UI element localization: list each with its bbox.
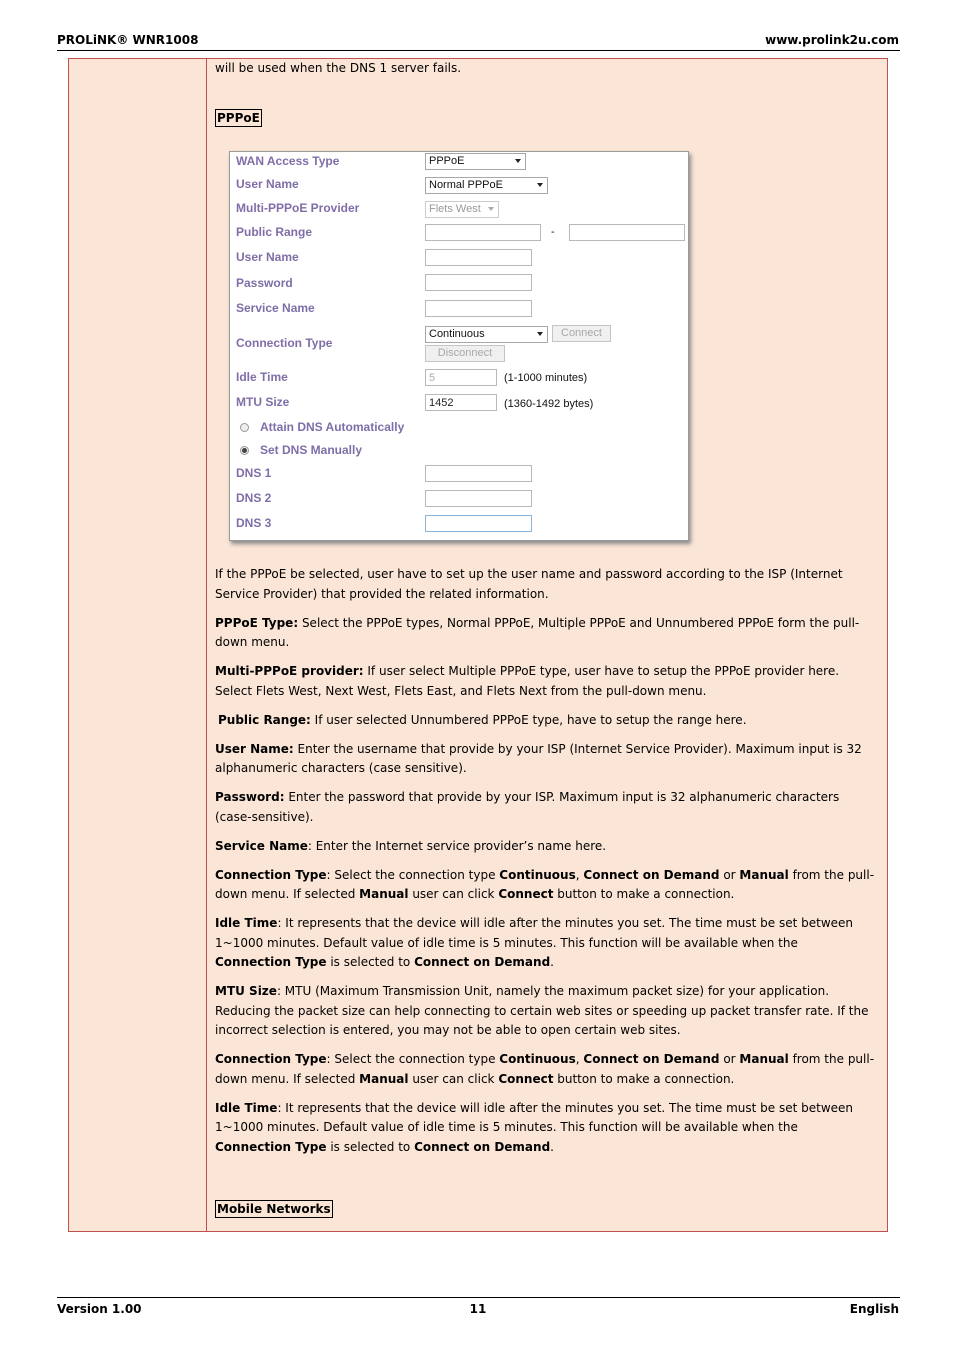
dns3-input[interactable] — [425, 515, 532, 532]
label-set-dns-manually: Set DNS Manually — [260, 443, 363, 457]
label-dns1: DNS 1 — [236, 466, 272, 480]
label-multi-pppoe-provider: Multi-PPPoE Provider — [236, 201, 360, 215]
paragraph-connection-type-repeat: Connection Type: Select the connection type Continuous, Connect on Demand or Manual from the pull-down menu. If selected Manual user can click Connect button to make a connection. — [215, 1052, 875, 1086]
footer-page-number: 11 — [469, 1302, 487, 1316]
paragraph-idle-time-repeat: Idle Time: It represents that the device will idle after the minutes you set. The time must be set between 1~1000 minutes. Default value of idle time is 5 minutes. This function will be available when the Connection Type is selected to Connect on Demand. — [215, 1100, 854, 1154]
chevron-down-icon — [515, 159, 521, 163]
chevron-down-icon — [537, 332, 543, 336]
dns1-input[interactable] — [425, 465, 532, 482]
label-attain-dns: Attain DNS Automatically — [260, 420, 405, 434]
paragraph-user-name: User Name: Enter the username that provide by your ISP (Internet Service Provider). Maximum input is 32 alphanumeric characters (case sensitive). — [215, 741, 862, 775]
pppoe-settings-screenshot — [229, 151, 689, 541]
label-connection-type: Connection Type — [236, 336, 333, 350]
paragraph-connection-type: Connection Type: Select the connection type Continuous, Connect on Demand or Manual from the pull-down menu. If selected Manual user can click Connect button to make a connection. — [215, 867, 875, 901]
connection-type-select[interactable]: Continuous — [425, 326, 548, 343]
dns2-input[interactable] — [425, 490, 532, 507]
user-name-input[interactable] — [425, 249, 532, 266]
paragraph-mtu-size: MTU Size: MTU (Maximum Transmission Unit, namely the maximum packet size) for your application. Reducing the packet size can help connecting to certain web sites or speeding up packet transfer rate. If the incorrect selection is entered, you may not be able to open certain web sites. — [215, 984, 869, 1037]
label-mtu-size: MTU Size — [236, 395, 290, 409]
password-input[interactable] — [425, 274, 532, 291]
label-service-name: Service Name — [236, 301, 315, 315]
header-product: PROLiNK® WNR1008 — [57, 33, 199, 47]
range-separator: - — [551, 226, 555, 238]
disconnect-button[interactable]: Disconnect — [425, 345, 505, 362]
paragraph-idle-time: Idle Time: It represents that the device will idle after the minutes you set. The time must be set between 1~1000 minutes. Default value of idle time is 5 minutes. This function will be available when the Connection Type is selected to Connect on Demand. — [215, 916, 854, 969]
content-table — [68, 58, 888, 1232]
paragraph-password: Password: Enter the password that provide by your ISP. Maximum input is 32 alphanumeric characters (case-sensitive). — [215, 790, 840, 824]
label-user-name: User Name — [236, 250, 299, 264]
chevron-down-icon — [488, 207, 494, 211]
label-idle-time: Idle Time — [236, 370, 288, 384]
footer-language: English — [849, 1302, 899, 1316]
chevron-down-icon — [537, 183, 543, 187]
intro-text: will be used when the DNS 1 server fails. — [215, 61, 462, 75]
wan-access-type-select[interactable]: PPPoE — [425, 153, 526, 170]
attain-dns-radio[interactable] — [240, 423, 249, 432]
paragraph-public-range: Public Range: If user selected Unnumbered PPPoE type, have to setup the range here. — [218, 712, 747, 727]
paragraph-pppoe-type: PPPoE Type: Select the PPPoE types, Normal PPPoE, Multiple PPPoE and Unnumbered PPPoE form the pull-down menu. — [215, 615, 860, 649]
service-name-input[interactable] — [425, 300, 532, 317]
label-wan-access-type: WAN Access Type — [236, 154, 340, 168]
provider-select[interactable]: Flets West — [425, 201, 499, 218]
set-dns-manually-radio[interactable] — [240, 446, 249, 455]
mtu-range-note: (1360-1492 bytes) — [504, 398, 594, 410]
section-pppoe-title: PPPoE — [217, 111, 260, 125]
pppoe-type-select[interactable]: Normal PPPoE — [425, 177, 548, 194]
label-dns3: DNS 3 — [236, 516, 272, 530]
label-password: Password — [236, 276, 293, 290]
footer-version: Version 1.00 — [57, 1302, 142, 1316]
section-mobile-networks-title: Mobile Networks — [217, 1202, 331, 1216]
paragraph-intro: If the PPPoE be selected, user have to set up the user name and password according to the ISP (Internet Service Provider) that provided the related information. — [215, 567, 843, 601]
column-divider — [206, 59, 207, 1231]
idle-time-range-note: (1-1000 minutes) — [504, 372, 588, 384]
idle-time-input[interactable]: 5 — [425, 369, 497, 386]
public-range-start-input[interactable] — [425, 224, 541, 241]
label-user-name-type: User Name — [236, 177, 299, 191]
header-website: www.prolink2u.com — [765, 33, 899, 47]
mtu-size-input[interactable]: 1452 — [425, 394, 497, 411]
public-range-end-input[interactable] — [569, 224, 685, 241]
footer-divider — [57, 1297, 900, 1298]
label-public-range: Public Range — [236, 225, 313, 239]
paragraph-multi-pppoe-provider: Multi-PPPoE provider: If user select Multiple PPPoE type, user have to setup the PPPoE provider here. Select Flets West, Next West, Flets East, and Flets Next from the pull-down menu. — [215, 664, 840, 698]
connect-button[interactable]: Connect — [552, 325, 611, 342]
mobile-networks-section — [215, 1200, 877, 1220]
label-dns2: DNS 2 — [236, 491, 272, 505]
header-divider — [57, 50, 900, 51]
paragraph-service-name: Service Name: Enter the Internet service provider’s name here. — [215, 838, 607, 853]
description-text — [215, 565, 877, 1167]
